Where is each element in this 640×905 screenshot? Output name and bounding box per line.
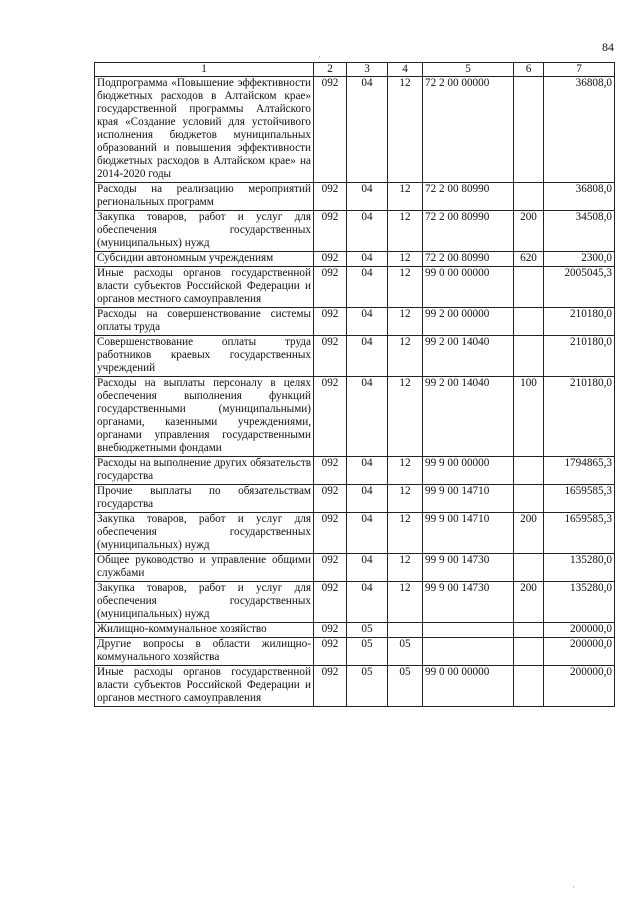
expense-type-code: 620 bbox=[514, 252, 544, 267]
subsection-code: 12 bbox=[388, 267, 423, 308]
section-code: 04 bbox=[347, 554, 388, 582]
expense-type-code bbox=[514, 336, 544, 377]
amount: 135280,0 bbox=[544, 554, 615, 582]
section-code: 04 bbox=[347, 308, 388, 336]
amount: 210180,0 bbox=[544, 308, 615, 336]
ministry-code: 092 bbox=[314, 666, 347, 707]
target-article-code: 99 9 00 14710 bbox=[423, 485, 514, 513]
table-row bbox=[95, 267, 615, 308]
table-row bbox=[95, 77, 615, 183]
ministry-code: 092 bbox=[314, 211, 347, 252]
expense-type-code bbox=[514, 77, 544, 183]
row-name: Закупка товаров, работ и услуг для обеспечения государственных (муниципальных) нужд bbox=[95, 513, 314, 554]
ministry-code: 092 bbox=[314, 336, 347, 377]
subsection-code: 12 bbox=[388, 377, 423, 457]
amount: 2005045,3 bbox=[544, 267, 615, 308]
expense-type-code bbox=[514, 267, 544, 308]
section-code: 04 bbox=[347, 252, 388, 267]
amount: 200000,0 bbox=[544, 666, 615, 707]
table-row bbox=[95, 457, 615, 485]
ministry-code: 092 bbox=[314, 457, 347, 485]
target-article-code: 72 2 00 80990 bbox=[423, 183, 514, 211]
amount: 210180,0 bbox=[544, 377, 615, 457]
column-header: 7 bbox=[544, 63, 615, 77]
target-article-code: 72 2 00 80990 bbox=[423, 252, 514, 267]
subsection-code: 12 bbox=[388, 308, 423, 336]
ministry-code: 092 bbox=[314, 252, 347, 267]
table-row bbox=[95, 485, 615, 513]
page-number: 84 bbox=[602, 40, 614, 54]
amount: 1659585,3 bbox=[544, 485, 615, 513]
row-name: Расходы на выплаты персоналу в целях обеспечения выполнения функций государственными (муниципальными) органами, казенными учреждениями, органами управления государственными внебюджетными фондами bbox=[95, 377, 314, 457]
ministry-code: 092 bbox=[314, 623, 347, 638]
target-article-code: 99 2 00 00000 bbox=[423, 308, 514, 336]
subsection-code: 05 bbox=[388, 638, 423, 666]
target-article-code: 99 9 00 14730 bbox=[423, 582, 514, 623]
section-code: 04 bbox=[347, 485, 388, 513]
row-name: Иные расходы органов государственной власти субъектов Российской Федерации и органов местного самоуправления bbox=[95, 267, 314, 308]
subsection-code: 12 bbox=[388, 336, 423, 377]
row-name: Расходы на выполнение других обязательств государства bbox=[95, 457, 314, 485]
expense-type-code: 100 bbox=[514, 377, 544, 457]
expense-type-code bbox=[514, 638, 544, 666]
ministry-code: 092 bbox=[314, 308, 347, 336]
section-code: 05 bbox=[347, 623, 388, 638]
target-article-code bbox=[423, 623, 514, 638]
target-article-code: 72 2 00 80990 bbox=[423, 211, 514, 252]
expense-type-code: 200 bbox=[514, 211, 544, 252]
target-article-code: 99 2 00 14040 bbox=[423, 336, 514, 377]
expense-type-code bbox=[514, 457, 544, 485]
target-article-code: 99 9 00 14730 bbox=[423, 554, 514, 582]
amount: 34508,0 bbox=[544, 211, 615, 252]
row-name: Другие вопросы в области жилищно-коммунального хозяйства bbox=[95, 638, 314, 666]
section-code: 05 bbox=[347, 638, 388, 666]
row-name: Общее руководство и управление общими службами bbox=[95, 554, 314, 582]
row-name: Прочие выплаты по обязательствам государства bbox=[95, 485, 314, 513]
section-code: 04 bbox=[347, 377, 388, 457]
table-row bbox=[95, 623, 615, 638]
budget-table bbox=[94, 62, 615, 707]
target-article-code bbox=[423, 638, 514, 666]
expense-type-code bbox=[514, 308, 544, 336]
subsection-code: 12 bbox=[388, 252, 423, 267]
ministry-code: 092 bbox=[314, 77, 347, 183]
amount: 1794865,3 bbox=[544, 457, 615, 485]
ministry-code: 092 bbox=[314, 485, 347, 513]
column-header: 5 bbox=[423, 63, 514, 77]
table-row bbox=[95, 666, 615, 707]
ministry-code: 092 bbox=[314, 183, 347, 211]
row-name: Закупка товаров, работ и услуг для обеспечения государственных (муниципальных) нужд bbox=[95, 211, 314, 252]
expense-type-code bbox=[514, 666, 544, 707]
table-row bbox=[95, 252, 615, 267]
row-name: Жилищно-коммунальное хозяйство bbox=[95, 623, 314, 638]
row-name: Подпрограмма «Повышение эффективности бюджетных расходов в Алтайском крае» государственной программы Алтайского края «Создание условий для устойчивого исполнения бюджетов муниципальных образований и повышения эффективности бюджетных расходов в Алтайском крае» на 2014-2020 годы bbox=[95, 77, 314, 183]
amount: 135280,0 bbox=[544, 582, 615, 623]
amount: 200000,0 bbox=[544, 638, 615, 666]
ministry-code: 092 bbox=[314, 377, 347, 457]
column-header: 4 bbox=[388, 63, 423, 77]
row-name: Иные расходы органов государственной власти субъектов Российской Федерации и органов местного самоуправления bbox=[95, 666, 314, 707]
section-code: 04 bbox=[347, 77, 388, 183]
subsection-code: 12 bbox=[388, 183, 423, 211]
table-row bbox=[95, 554, 615, 582]
target-article-code: 99 9 00 14710 bbox=[423, 513, 514, 554]
expense-type-code bbox=[514, 485, 544, 513]
table-row bbox=[95, 308, 615, 336]
subsection-code: 12 bbox=[388, 513, 423, 554]
expense-type-code: 200 bbox=[514, 582, 544, 623]
target-article-code: 99 9 00 00000 bbox=[423, 457, 514, 485]
expense-type-code bbox=[514, 554, 544, 582]
subsection-code: 12 bbox=[388, 457, 423, 485]
column-header: 1 bbox=[95, 63, 314, 77]
table-row bbox=[95, 638, 615, 666]
subsection-code: 12 bbox=[388, 554, 423, 582]
column-header: 2 bbox=[314, 63, 347, 77]
section-code: 04 bbox=[347, 211, 388, 252]
target-article-code: 72 2 00 00000 bbox=[423, 77, 514, 183]
amount: 36808,0 bbox=[544, 183, 615, 211]
section-code: 04 bbox=[347, 183, 388, 211]
subsection-code bbox=[388, 623, 423, 638]
expense-type-code bbox=[514, 623, 544, 638]
ministry-code: 092 bbox=[314, 267, 347, 308]
subsection-code: 12 bbox=[388, 485, 423, 513]
section-code: 04 bbox=[347, 582, 388, 623]
column-header: 3 bbox=[347, 63, 388, 77]
subsection-code: 12 bbox=[388, 211, 423, 252]
ministry-code: 092 bbox=[314, 582, 347, 623]
amount: 36808,0 bbox=[544, 77, 615, 183]
row-name: Расходы на реализацию мероприятий региональных программ bbox=[95, 183, 314, 211]
expense-type-code: 200 bbox=[514, 513, 544, 554]
section-code: 04 bbox=[347, 513, 388, 554]
row-name: Совершенствование оплаты труда работников краевых государственных учреждений bbox=[95, 336, 314, 377]
scan-speck: · bbox=[572, 882, 575, 892]
table-row bbox=[95, 183, 615, 211]
table-row bbox=[95, 211, 615, 252]
ministry-code: 092 bbox=[314, 513, 347, 554]
table-row bbox=[95, 582, 615, 623]
row-name: Закупка товаров, работ и услуг для обеспечения государственных (муниципальных) нужд bbox=[95, 582, 314, 623]
column-header: 6 bbox=[514, 63, 544, 77]
header-row bbox=[95, 63, 615, 77]
expense-type-code bbox=[514, 183, 544, 211]
scan-speck: · bbox=[318, 52, 321, 62]
target-article-code: 99 0 00 00000 bbox=[423, 666, 514, 707]
ministry-code: 092 bbox=[314, 638, 347, 666]
table-row bbox=[95, 377, 615, 457]
target-article-code: 99 2 00 14040 bbox=[423, 377, 514, 457]
section-code: 05 bbox=[347, 666, 388, 707]
subsection-code: 12 bbox=[388, 582, 423, 623]
target-article-code: 99 0 00 00000 bbox=[423, 267, 514, 308]
amount: 2300,0 bbox=[544, 252, 615, 267]
amount: 210180,0 bbox=[544, 336, 615, 377]
amount: 1659585,3 bbox=[544, 513, 615, 554]
amount: 200000,0 bbox=[544, 623, 615, 638]
row-name: Субсидии автономным учреждениям bbox=[95, 252, 314, 267]
section-code: 04 bbox=[347, 267, 388, 308]
subsection-code: 05 bbox=[388, 666, 423, 707]
subsection-code: 12 bbox=[388, 77, 423, 183]
row-name: Расходы на совершенствование системы оплаты труда bbox=[95, 308, 314, 336]
table-row bbox=[95, 336, 615, 377]
table-row bbox=[95, 513, 615, 554]
section-code: 04 bbox=[347, 457, 388, 485]
section-code: 04 bbox=[347, 336, 388, 377]
ministry-code: 092 bbox=[314, 554, 347, 582]
